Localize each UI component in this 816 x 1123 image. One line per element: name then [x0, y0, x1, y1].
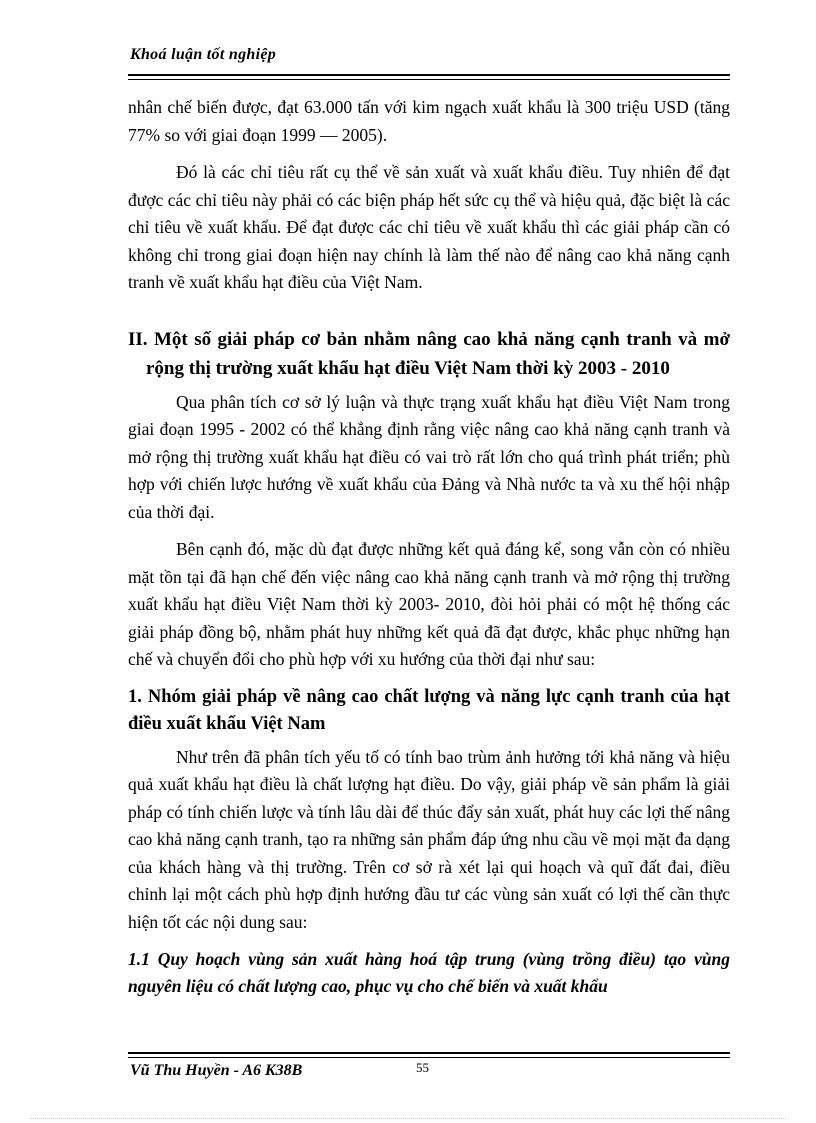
header-rule-thick [128, 74, 730, 76]
sub-subsection-heading: 1.1 Quy hoạch vùng sản xuất hàng hoá tập trung (vùng trồng điều) tạo vùng nguyên liệu có chất lượng cao, phục vụ cho chế biến và xuất khẩu [128, 949, 730, 996]
page-content [128, 94, 730, 1000]
paragraph-4: Bên cạnh đó, mặc dù đạt được những kết quả đáng kể, song vẫn còn có nhiều mặt tồn tại đã hạn chế đến việc nâng cao khả năng cạnh tranh và mở rộng thị trường xuất khẩu hạt điều Việt Nam thời kỳ 2003- 2010, đòi hỏi phải có một hệ thống các giải pháp đồng bộ, nhằm phát huy những kết quả đã đạt được, khắc phục những hạn chế và chuyển đổi cho phù hợp với xu hướng của thời đại như sau: [128, 539, 730, 669]
paragraph-2: Đó là các chỉ tiêu rất cụ thể về sản xuất và xuất khẩu điều. Tuy nhiên để đạt được các chỉ tiêu này phải có các biện pháp hết sức cụ thể và hiệu quả, đặc biệt là các chỉ tiêu về xuất khẩu. Để đạt được các chỉ tiêu về xuất khẩu thì các giải pháp cần có không chỉ trong giai đoạn hiện nay chính là làm thế nào để nâng cao khả năng cạnh tranh về xuất khẩu hạt điều của Việt Nam. [128, 162, 730, 292]
bottom-dotted-line [30, 1118, 786, 1119]
paragraph-3: Qua phân tích cơ sở lý luận và thực trạng xuất khẩu hạt điều Việt Nam trong giai đoạn 1995 - 2002 có thể khẳng định rằng việc nâng cao khả năng cạnh tranh và mở rộng thị trường xuất khẩu hạt điều có vai trò rất lớn cho quá trình phát triển; phù hợp với chiến lược hướng về xuất khẩu của Đảng và Nhà nước ta và xu thế hội nhập của thời đại. [128, 391, 730, 522]
footer-author: Vũ Thu Huyền - A6 K38B [130, 1062, 303, 1079]
header-title: Khoá luận tốt nghiệp [130, 46, 277, 63]
paragraph-5: Như trên đã phân tích yếu tố có tính bao trùm ảnh hưởng tới khả năng và hiệu quả xuất khẩu hạt điều là chất lượng hạt điều. Do vậy, giải pháp về sản phẩm là giải pháp có tính chiến lược và tính lâu dài để thúc đẩy sản xuất, phát huy các lợi thế nâng cao khả năng cạnh tranh, tạo ra những sản phẩm đáp ứng nhu cầu về mọi mặt đa dạng của khách hàng và thị trường. Trên cơ sở rà xét lại qui hoạch và quĩ đất đai, điều chỉnh lại một cách phù hợp định hướng đầu tư các vùng sản xuất có lợi thế cần thực hiện tốt các nội dung sau: [128, 746, 730, 932]
subsection-heading: 1. Nhóm giải pháp về nâng cao chất lượng và năng lực cạnh tranh của hạt điều xuất khẩu Việt Nam [128, 686, 730, 734]
footer-rule-thick [128, 1052, 730, 1054]
footer-rule-thin [128, 1057, 730, 1058]
page-number: 55 [416, 1060, 429, 1075]
section-heading: II. Một số giải pháp cơ bản nhằm nâng cao khả năng cạnh tranh và mở rộng thị trường xuất khẩu hạt điều Việt Nam thời kỳ 2003 - 2010 [128, 328, 730, 379]
paragraph-1: nhân chế biến được, đạt 63.000 tấn với kim ngạch xuất khẩu là 300 triệu USD (tăng 77% so với giai đoạn 1999 — 2005). [128, 97, 730, 145]
header-rule-thin [128, 79, 730, 80]
